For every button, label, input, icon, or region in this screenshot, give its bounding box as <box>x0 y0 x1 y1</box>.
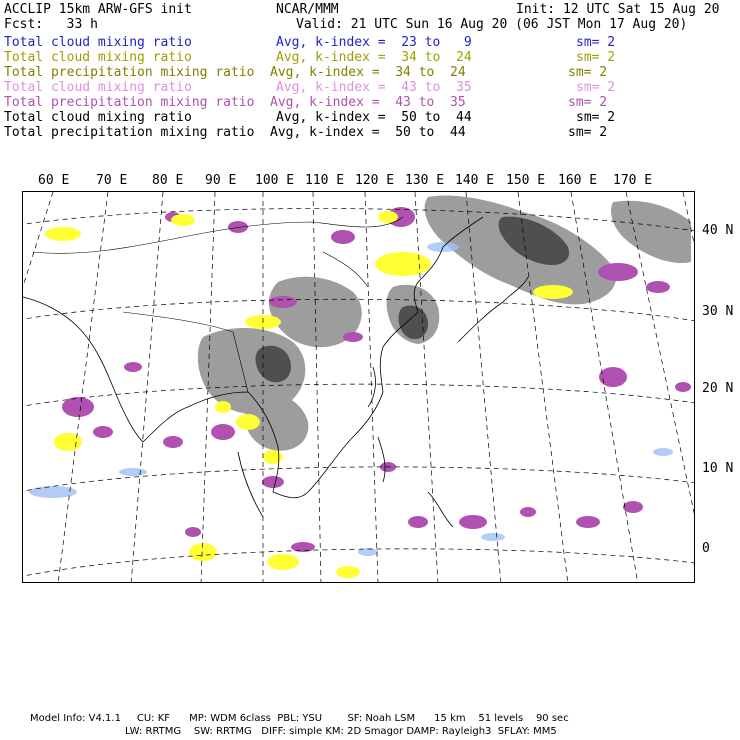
lat-label: 10 N <box>702 461 734 476</box>
lon-label: 120 E <box>355 173 395 188</box>
field-sm: sm= 2 <box>576 50 616 65</box>
model-info-line-2: LW: RRTMG SW: RRTMG DIFF: simple KM: 2D Smagor DAMP: Rayleigh3 SFLAY: MM5 <box>125 726 557 737</box>
field-row <box>0 35 740 50</box>
field-name: Total cloud mixing ratio <box>4 35 192 50</box>
lon-label: 70 E <box>96 173 128 188</box>
field-row <box>0 50 740 65</box>
field-sm: sm= 2 <box>568 125 608 140</box>
field-avg: Avg, k-index = 34 to 24 <box>270 65 466 80</box>
lon-label: 160 E <box>558 173 598 188</box>
field-avg: Avg, k-index = 43 to 35 <box>276 80 472 95</box>
field-row <box>0 110 740 125</box>
lat-label: 40 N <box>702 223 734 238</box>
lon-label: 140 E <box>455 173 495 188</box>
init-time: Init: 12 UTC Sat 15 Aug 20 <box>516 2 720 17</box>
field-row <box>0 80 740 95</box>
organization-label: NCAR/MMM <box>276 2 339 17</box>
lat-label: 30 N <box>702 304 734 319</box>
field-avg: Avg, k-index = 50 to 44 <box>270 125 466 140</box>
field-sm: sm= 2 <box>576 35 616 50</box>
model-title: ACCLIP 15km ARW-GFS init <box>4 2 192 17</box>
map-panel <box>22 191 695 583</box>
model-info-line-1: Model Info: V4.1.1 CU: KF MP: WDM 6class PBL: YSU SF: Noah LSM 15 km 51 levels 90 sec <box>30 713 569 724</box>
field-avg: Avg, k-index = 23 to 9 <box>276 35 472 50</box>
forecast-hour: Fcst: 33 h <box>4 17 98 32</box>
valid-time: Valid: 21 UTC Sun 16 Aug 20 (06 JST Mon 17 Aug 20) <box>296 17 688 32</box>
header-row-2 <box>0 17 740 32</box>
lon-label: 90 E <box>205 173 237 188</box>
field-name: Total precipitation mixing ratio <box>4 65 255 80</box>
field-avg: Avg, k-index = 50 to 44 <box>276 110 472 125</box>
field-avg: Avg, k-index = 34 to 24 <box>276 50 472 65</box>
field-name: Total cloud mixing ratio <box>4 80 192 95</box>
field-name: Total cloud mixing ratio <box>4 110 192 125</box>
field-sm: sm= 2 <box>576 110 616 125</box>
lon-label: 60 E <box>38 173 70 188</box>
field-row <box>0 65 740 80</box>
field-name: Total cloud mixing ratio <box>4 50 192 65</box>
field-name: Total precipitation mixing ratio <box>4 125 255 140</box>
field-row <box>0 95 740 110</box>
field-avg: Avg, k-index = 43 to 35 <box>270 95 466 110</box>
field-sm: sm= 2 <box>576 80 616 95</box>
lon-label: 130 E <box>405 173 445 188</box>
field-sm: sm= 2 <box>568 95 608 110</box>
lon-label: 100 E <box>255 173 295 188</box>
lat-label: 0 <box>702 541 710 556</box>
field-name: Total precipitation mixing ratio <box>4 95 255 110</box>
lon-label: 110 E <box>305 173 345 188</box>
lat-label: 20 N <box>702 381 734 396</box>
field-sm: sm= 2 <box>568 65 608 80</box>
lon-label: 170 E <box>613 173 653 188</box>
lon-label: 150 E <box>506 173 546 188</box>
header-row-1 <box>0 2 740 17</box>
map-canvas <box>23 192 695 583</box>
field-row <box>0 125 740 140</box>
lon-label: 80 E <box>152 173 184 188</box>
